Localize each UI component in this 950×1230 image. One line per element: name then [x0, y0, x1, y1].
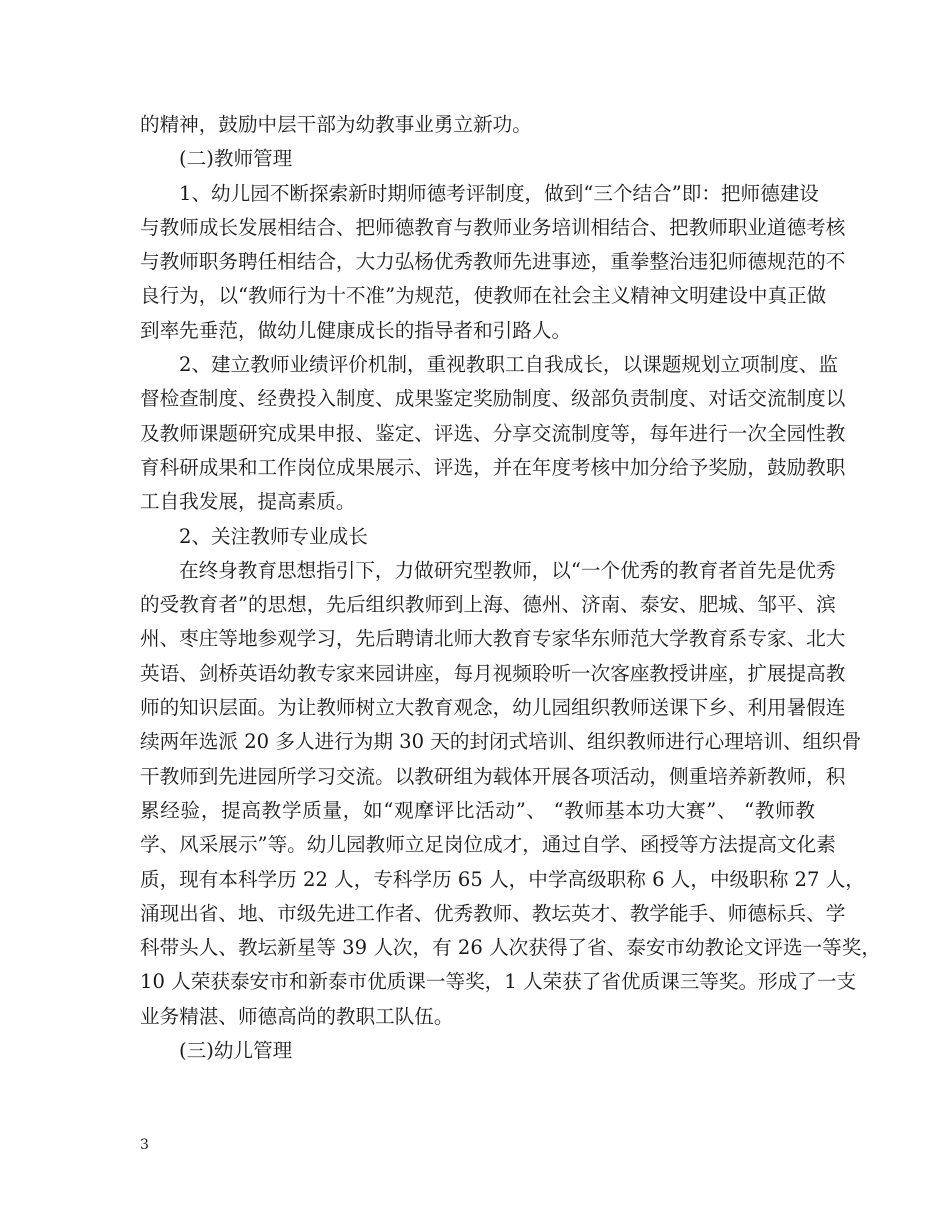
document-body [140, 108, 881, 1068]
text-line: 督检查制度、经费投入制度、成果鉴定奖励制度、级部负责制度、对话交流制度以 [140, 387, 846, 411]
text-line: 干教师到先进园所学习交流。以教研组为载体开展各项活动，侧重培养新教师，积 [140, 764, 846, 788]
text-line: 业务精湛、师德高尚的教职工队伍。 [140, 1004, 454, 1028]
text-line: 师的知识层面。为让教师树立大教育观念，幼儿园组织教师送课下乡、利用暑假连 [140, 696, 846, 720]
text-line: 10 人荣获泰安市和新泰市优质课一等奖，1 人荣获了省优质课三等奖。形成了一支 [140, 970, 857, 994]
text-line: 良行为，以“教师行为十不准”为规范，使教师在社会主义精神文明建设中真正做 [140, 284, 827, 308]
text-line: 的受教育者”的思想，先后组织教师到上海、德州、济南、泰安、肥城、邹平、滨 [140, 593, 836, 617]
text-line: 学、风采展示”等。幼儿园教师立足岗位成才，通过自学、函授等方法提高文化素 [140, 833, 836, 857]
text-line: 州、枣庄等地参观学习，先后聘请北师大教育专家华东师范大学教育系专家、北大 [140, 627, 846, 651]
text-line: 的精神，鼓励中层干部为幼教事业勇立新功。 [140, 113, 532, 136]
text-line: 工自我发展，提高素质。 [140, 490, 356, 514]
text-line: 质，现有本科学历 22 人，专科学历 65 人，中学高级职称 6 人，中级职称 27 人， [140, 867, 865, 891]
text-line: 1、幼儿园不断探索新时期师德考评制度，做到“三个结合”即：把师德建设 [179, 181, 819, 205]
text-line: (三)幼儿管理 [179, 1039, 293, 1063]
text-line: 累经验，提高教学质量，如“观摩评比活动”、 “教师基本功大赛”、 “教师教 [140, 798, 815, 822]
text-line: 及教师课题研究成果申报、鉴定、评选、分享交流制度等，每年进行一次全园性教 [140, 421, 846, 445]
text-line: 与教师成长发展相结合、把师德教育与教师业务培训相结合、把教师职业道德考核 [140, 215, 846, 239]
text-line: 科带头人、教坛新星等 39 人次，有 26 人次获得了省、泰安市幼教论文评选一等奖， [140, 936, 881, 960]
text-line: 到率先垂范，做幼儿健康成长的指导者和引路人。 [140, 318, 572, 342]
text-line: 在终身教育思想指引下，力做研究型教师，以“一个优秀的教育者首先是优秀 [179, 558, 836, 582]
page-number: 3 [140, 1137, 149, 1153]
text-line: 与教师职务聘任相结合，大力弘杨优秀教师先进事迹，重拳整治违犯师德规范的不 [140, 250, 846, 274]
text-line: 育科研成果和工作岗位成果展示、评选，并在年度考核中加分给予奖励，鼓励教职 [140, 455, 846, 479]
text-line: 英语、剑桥英语幼教专家来园讲座，每月视频聆听一次客座教授讲座，扩展提高教 [140, 661, 846, 685]
text-line: 2、建立教师业绩评价机制，重视教职工自我成长，以课题规划立项制度、监 [179, 353, 839, 377]
text-line: (二)教师管理 [179, 147, 293, 171]
text-line: 涌现出省、地、市级先进工作者、优秀教师、教坛英才、教学能手、师德标兵、学 [140, 901, 846, 925]
text-line: 续两年选派 20 多人进行为期 30 天的封闭式培训、组织教师进行心理培训、组织骨 [140, 730, 862, 754]
text-line: 2、关注教师专业成长 [179, 524, 368, 548]
